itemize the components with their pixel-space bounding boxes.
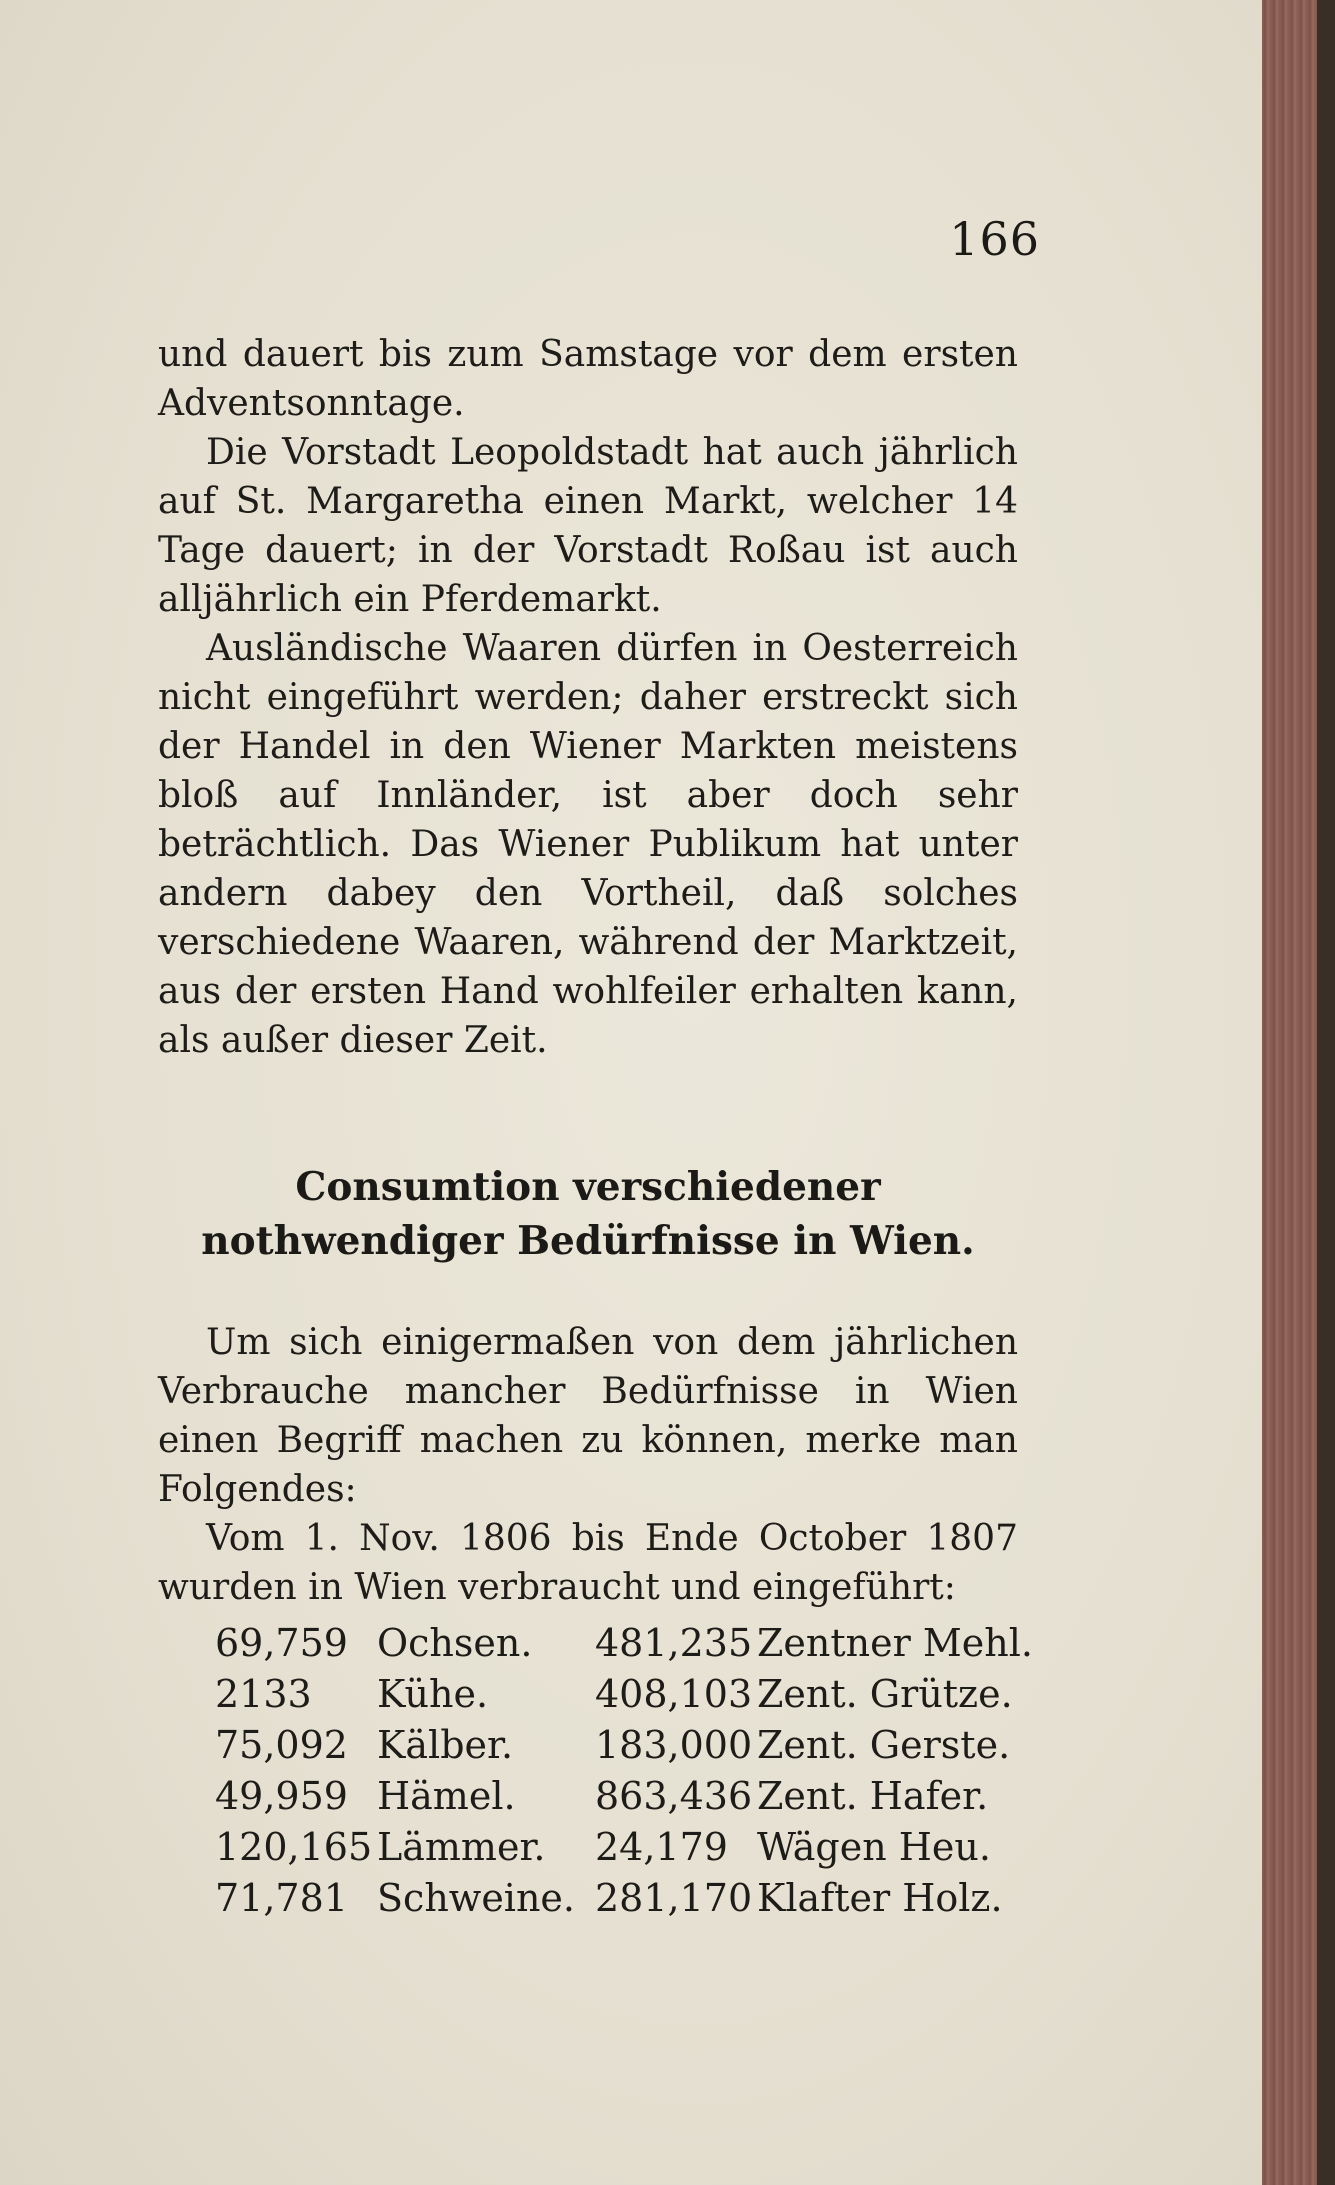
right-amount: 481,235 xyxy=(595,1621,753,1665)
table-row xyxy=(215,1720,1035,1771)
right-amount: 281,170 xyxy=(595,1876,753,1920)
left-item: Kälber. xyxy=(377,1723,514,1767)
left-amount: 75,092 xyxy=(215,1723,348,1767)
book-fore-edge xyxy=(1262,0,1317,2185)
page-number: 166 xyxy=(949,212,1040,266)
right-amount: 24,179 xyxy=(595,1825,728,1869)
right-item: Zent. Gerste. xyxy=(757,1723,1011,1767)
right-item: Klafter Holz. xyxy=(757,1876,1003,1920)
table-row xyxy=(215,1618,1035,1669)
left-amount: 2133 xyxy=(215,1672,312,1716)
consumption-table xyxy=(215,1618,1035,1924)
left-item: Lämmer. xyxy=(377,1825,546,1869)
paragraph-intro: Um sich einigermaßen von dem jährlichen Verbrauche mancher Bedürfnisse in Wien einen Begriff machen zu können, merke man Folgendes: xyxy=(158,1322,1018,1510)
left-amount: 49,959 xyxy=(215,1774,348,1818)
paragraph-period: Vom 1. Nov. 1806 bis Ende October 1807 wurden in Wien verbraucht und eingeführt: xyxy=(158,1518,1018,1608)
table-row xyxy=(215,1873,1035,1924)
left-item: Schweine. xyxy=(377,1876,575,1920)
scan-background xyxy=(1317,0,1335,2185)
right-item: Zent. Grütze. xyxy=(757,1672,1013,1716)
table-row xyxy=(215,1822,1035,1873)
paragraph-line-continuation: und dauert bis zum Samstage vor dem ersten Adventsonntage. xyxy=(158,334,1018,424)
right-item: Zent. Hafer. xyxy=(757,1774,989,1818)
left-item: Kühe. xyxy=(377,1672,489,1716)
consumption-intro xyxy=(158,1318,1018,1612)
section-heading: Consumtion verschiedener nothwendiger Bedürfnisse in Wien. xyxy=(201,1164,975,1264)
paragraph-leopoldstadt: Die Vorstadt Leopoldstadt hat auch jährlich auf St. Margaretha einen Markt, welcher 14 Tage dauert; in der Vorstadt Roßau ist auch alljährlich ein Pferdemarkt. xyxy=(158,432,1018,620)
left-item: Ochsen. xyxy=(377,1621,533,1665)
left-amount: 120,165 xyxy=(215,1825,373,1869)
right-item: Wägen Heu. xyxy=(757,1825,991,1869)
right-amount: 408,103 xyxy=(595,1672,753,1716)
table-row xyxy=(215,1771,1035,1822)
table-row xyxy=(215,1669,1035,1720)
market-paragraph xyxy=(158,330,1018,1065)
right-amount: 863,436 xyxy=(595,1774,753,1818)
left-amount: 71,781 xyxy=(215,1876,348,1920)
paragraph-foreign-goods: Ausländische Waaren dürfen in Oesterreich nicht eingeführt werden; daher erstreckt sich der Handel in den Wiener Markten meistens bloß auf Innländer, ist aber doch sehr beträchtlich. Das Wiener Publikum hat unter andern dabey den Vortheil, daß solches verschiedene Waaren, während der Marktzeit, aus der ersten Hand wohlfeiler erhalten kann, als außer dieser Zeit. xyxy=(158,628,1018,1061)
right-item: Zentner Mehl. xyxy=(757,1621,1033,1665)
right-amount: 183,000 xyxy=(595,1723,753,1767)
left-item: Hämel. xyxy=(377,1774,516,1818)
left-amount: 69,759 xyxy=(215,1621,348,1665)
